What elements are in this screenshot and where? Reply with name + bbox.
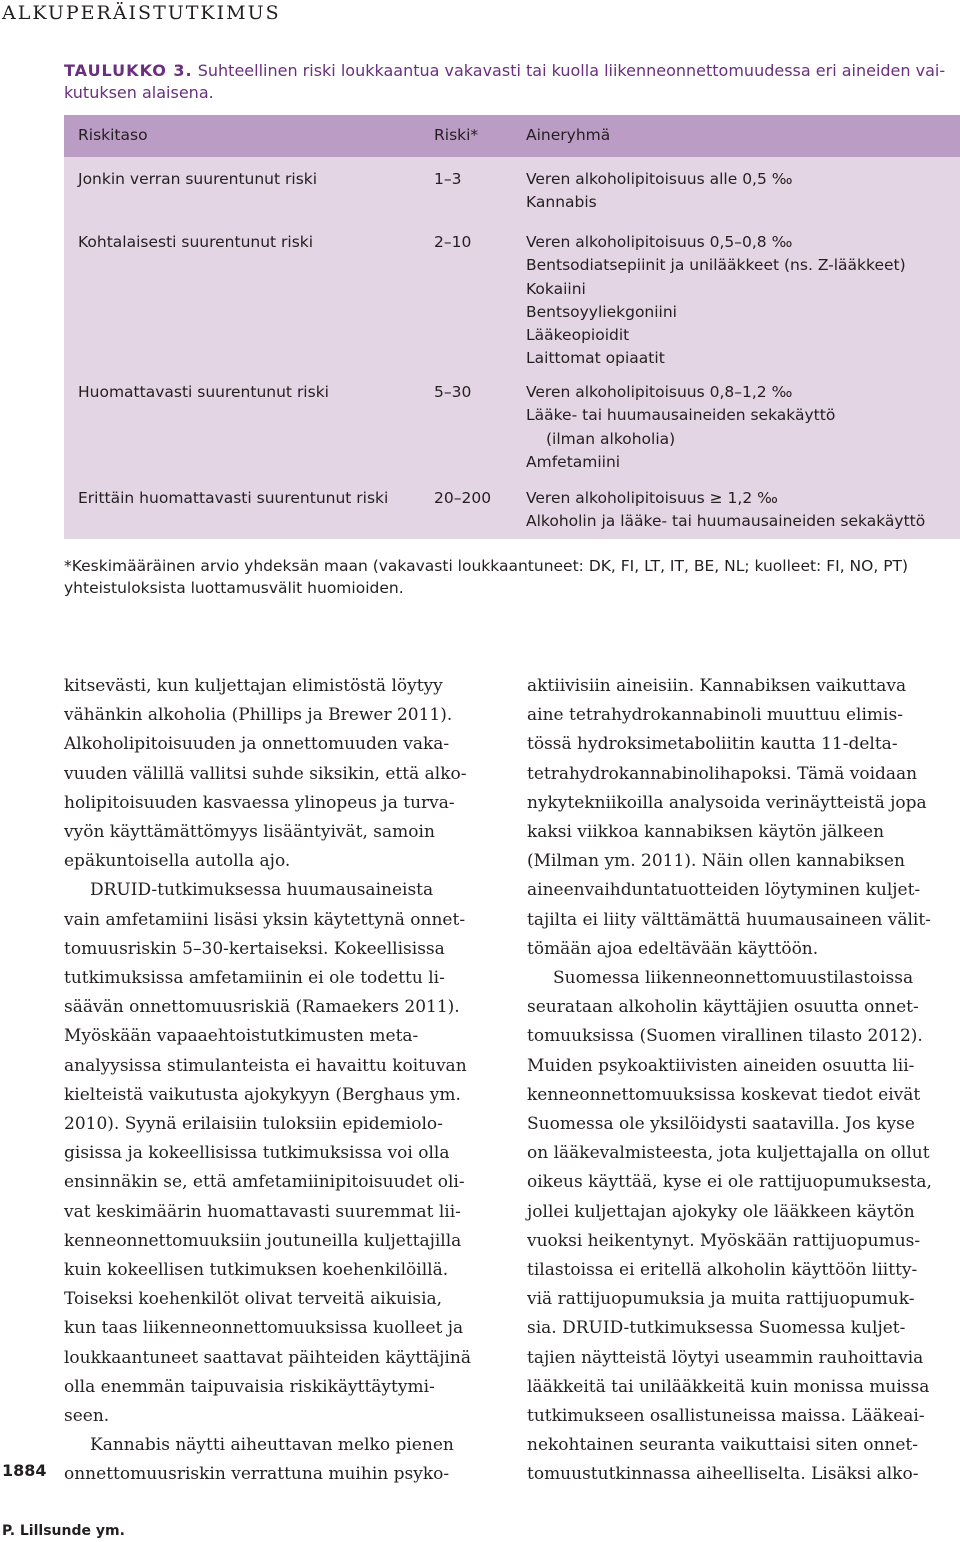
text-line: jollei kuljettajan ajokyky ole lääkkeen käytön (527, 1201, 915, 1222)
table-footnote (64, 555, 960, 599)
table-caption-text-1: Suhteellinen riski loukkaantua vakavasti tai kuolla liikenneonnettomuudessa eri aineiden vai- (197, 61, 946, 80)
text-line: tomuustutkinnassa aiheelliselta. Lisäksi alko- (527, 1464, 919, 1485)
text-line: tomuusriskin 5–30-kertaiseksi. Kokeellisissa (64, 938, 445, 959)
row-4-level: Erittäin huomattavasti suurentunut riski (78, 489, 389, 507)
row-3-substance: Veren alkoholipitoisuus 0,8–1,2 ‰ (526, 383, 793, 401)
text-line: Suomessa ole yksilöidysti saatavilla. Jos kyse (527, 1114, 915, 1135)
text-line: tilastoissa ei eritellä alkoholin käyttöön liitty- (527, 1260, 918, 1281)
text-line: aine tetrahydrokannabinoli muuttuu elimis- (527, 705, 903, 726)
text-line: Suomessa liikenneonnettomuustilastoissa (553, 968, 914, 989)
row-4-risk: 20–200 (434, 489, 492, 507)
text-line: ensinnäkin se, että amfetamiinipitoisuudet oli- (64, 1172, 465, 1193)
text-line: aktiivisiin aineisiin. Kannabiksen vaikuttava (527, 676, 907, 696)
row-2-risk: 2–10 (434, 233, 472, 251)
text-line: epäkuntoisella autolla ajo. (64, 851, 291, 872)
table-caption (64, 60, 954, 104)
text-line: on lääkevalmisteesta, jota kuljettajalla on ollut (527, 1143, 930, 1164)
row-2-substance: Bentsodiatsepiinit ja unilääkkeet (ns. Z-lääkkeet) (526, 256, 906, 275)
text-line: Kannabis näytti aiheuttavan melko pienen (90, 1435, 454, 1456)
text-line: tutkimuksissa amfetamiinin ei ole todettu li- (64, 968, 445, 989)
header-substance-group: Aineryhmä (526, 126, 611, 144)
table-caption-label: TAULUKKO 3. (64, 61, 193, 80)
row-2-substance: Veren alkoholipitoisuus 0,5–0,8 ‰ (526, 233, 793, 251)
page-number: 1884 (2, 1461, 47, 1480)
row-1-substance: Veren alkoholipitoisuus alle 0,5 ‰ (526, 170, 793, 188)
text-line: oikeus käyttää, kyse ei ole rattijuopumuksesta, (527, 1172, 932, 1193)
text-line: kenneonnettomuuksiin joutuneilla kuljettajilla (64, 1230, 462, 1251)
row-3-substance: Lääke- tai huumausaineiden sekakäyttö (526, 406, 836, 425)
text-line: olla enemmän taipuvaisia riskikäyttäytymi- (64, 1376, 435, 1397)
text-line: tajien näytteistä löytyi useammin rauhoittavia (527, 1347, 924, 1368)
text-line: Toiseksi koehenkilöt olivat terveitä aikuisia, (64, 1289, 443, 1310)
row-3-substance: (ilman alkoholia) (546, 429, 676, 448)
row-1-risk: 1–3 (434, 170, 462, 188)
text-line: vuuden välillä vallitsi suhde siksikin, että alko- (64, 763, 467, 784)
text-line: kaksi viikkoa kannabiksen käytön jälkeen (527, 822, 885, 843)
text-line: tomuuksissa (Suomen virallinen tilasto 2012). (527, 1026, 923, 1047)
text-line: vähänkin alkoholia (Phillips ja Brewer 2011). (64, 705, 453, 726)
text-line: vuoksi heikentynyt. Myöskään rattijuopumus- (527, 1230, 921, 1251)
row-4-substance: Alkoholin ja lääke- tai huumausaineiden sekakäyttö (526, 512, 926, 531)
text-line: viä rattijuopumuksia ja muita rattijuopumuk- (527, 1289, 915, 1310)
text-line: kielteistä vaikutusta ajokykyyn (Berghaus ym. (64, 1084, 461, 1105)
text-line: kenneonnettomuuksissa koskevat tiedot eivät (527, 1084, 921, 1105)
row-2-substance: Lääkeopioidit (526, 326, 630, 345)
header-risk-level: Riskitaso (78, 126, 148, 144)
row-2-substance: Bentsoyyliekgoniini (526, 302, 677, 321)
text-line: vat keskimäärin huomattavasti suuremmat lii- (64, 1201, 461, 1222)
text-line: nekohtainen seuranta vaikuttaisi siten onnet- (527, 1435, 918, 1456)
text-line: gisissa ja kokeellisissa tutkimuksissa voi olla (64, 1143, 450, 1164)
text-line: holipitoisuuden kasvaessa ylinopeus ja turva- (64, 792, 455, 813)
text-line: Alkoholipitoisuuden ja onnettomuuden vaka- (64, 734, 450, 755)
row-2-level: Kohtalaisesti suurentunut riski (78, 233, 314, 251)
text-line: tetrahydrokannabinolihapoksi. Tämä voidaan (527, 763, 918, 784)
row-1-level: Jonkin verran suurentunut riski (78, 170, 318, 188)
text-line: kun taas liikenneonnettomuuksissa kuolleet ja (64, 1318, 464, 1339)
text-line: loukkaantuneet saattavat päihteiden käyttäjinä (64, 1347, 471, 1368)
footnote-line: yhteistuloksista luottamusvälit huomioiden. (64, 579, 404, 597)
text-line: analyysissa stimulanteista ei havaittu koituvan (64, 1055, 467, 1076)
text-line: DRUID-tutkimuksessa huumausaineista (90, 880, 434, 901)
text-line: onnettomuusriskin verrattuna muihin psyko- (64, 1464, 450, 1485)
text-line: kitsevästi, kun kuljettajan elimistöstä löytyy (64, 676, 443, 696)
row-4-substance: Veren alkoholipitoisuus ≥ 1,2 ‰ (526, 489, 778, 507)
text-line: sia. DRUID-tutkimuksessa Suomessa kuljet- (527, 1318, 906, 1339)
row-1-substances (526, 168, 793, 215)
header-risk: Riski* (434, 126, 479, 144)
text-line: tössä hydroksimetaboliitin kautta 11-delta- (527, 734, 898, 755)
section-heading: ALKUPERÄISTUTKIMUS (2, 2, 281, 24)
row-2-substance: Laittomat opiaatit (526, 349, 665, 368)
text-line: seurataan alkoholin käyttäjien osuutta onnet- (527, 997, 919, 1018)
text-line: nykytekniikoilla analysoida verinäytteistä jopa (527, 792, 927, 813)
right-column-text (527, 672, 959, 1490)
text-line: vain amfetamiini lisäsi yksin käytettynä onnet- (64, 909, 466, 930)
text-line: kuin kokeellisen tutkimuksen koehenkilöillä. (64, 1260, 449, 1281)
text-line: tutkimukseen osallistuneissa maissa. Lääkeai- (527, 1406, 925, 1427)
text-line: Myöskään vapaaehtoistutkimusten meta- (64, 1026, 419, 1047)
row-3-level: Huomattavasti suurentunut riski (78, 383, 329, 401)
left-column-text (64, 672, 496, 1490)
row-2-substance: Kokaiini (526, 279, 586, 298)
text-line: 2010). Syynä erilaisiin tuloksiin epidemiolo- (64, 1114, 443, 1135)
text-line: tajilta ei liity välttämättä huumausaineen välit- (527, 909, 931, 930)
text-line: tömään ajoa edeltävään käyttöön. (527, 938, 819, 959)
row-2-substances (526, 231, 906, 371)
text-line: säävän onnettomuusriskiä (Ramaekers 2011). (64, 997, 460, 1018)
row-3-substances (526, 381, 835, 474)
row-4-substances (526, 487, 925, 534)
text-line: (Milman ym. 2011). Näin ollen kannabiksen (527, 851, 905, 872)
risk-table (64, 115, 960, 539)
running-footer-author: P. Lillsunde ym. (2, 1523, 125, 1539)
table-caption-text-2: kutuksen alaisena. (64, 83, 214, 102)
footnote-line: *Keskimääräinen arvio yhdeksän maan (vakavasti loukkaantuneet: DK, FI, LT, IT, BE, NL; kuolleet: FI, NO, PT) (64, 557, 909, 575)
text-line: vyön käyttämättömyys lisääntyivät, samoin (64, 822, 435, 843)
row-1-substance: Kannabis (526, 193, 597, 212)
table-header-row (64, 115, 960, 157)
row-3-substance: Amfetamiini (526, 452, 621, 471)
text-line: Muiden psykoaktiivisten aineiden osuutta lii- (527, 1055, 915, 1076)
text-line: aineenvaihduntatuotteiden löytyminen kuljet- (527, 880, 921, 901)
row-3-risk: 5–30 (434, 383, 472, 401)
text-line: lääkkeitä tai unilääkkeitä kuin monissa muissa (527, 1376, 930, 1397)
text-line: seen. (64, 1406, 110, 1427)
